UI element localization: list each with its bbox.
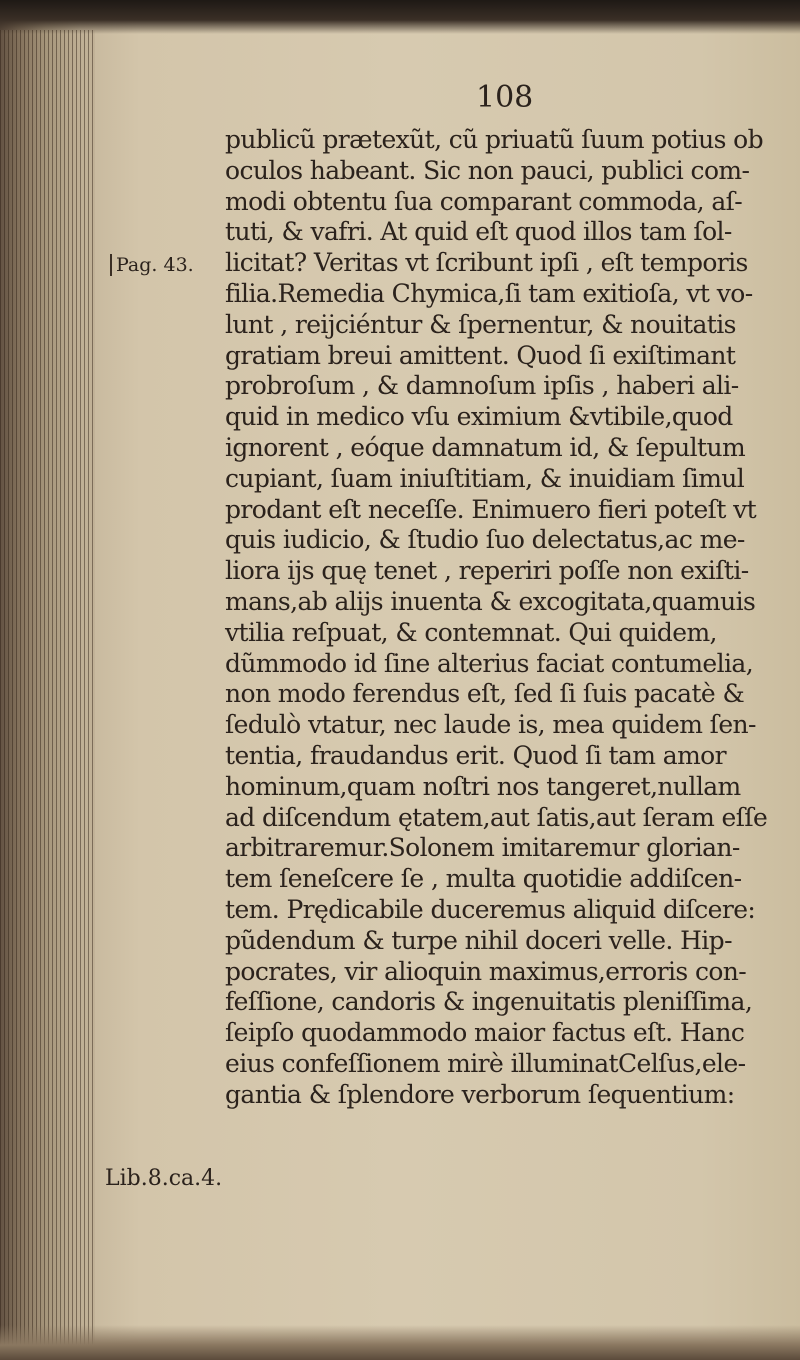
text-line: quis iudicio, & ſtudio ſuo delectatus,ac me- xyxy=(225,525,745,555)
text-line: modi obtentu ſua comparant commoda, aſ- xyxy=(225,186,743,216)
text-line: eius confeſſionem mirè illuminatCelſus,ele- xyxy=(225,1048,746,1078)
text-line: tuti, & vafri. At quid eſt quod illos tam ſol- xyxy=(225,217,732,247)
text-line: gantia & ſplendore verborum ſequentium: xyxy=(225,1079,735,1109)
text-line: dũmmodo id ſine alterius faciat contumelia, xyxy=(225,648,754,678)
margin-note-page-ref: Pag. 43. xyxy=(110,254,198,276)
text-line: probroſum , & damnoſum ipſis , haberi ali- xyxy=(225,371,739,401)
bottom-shadow xyxy=(0,1325,800,1360)
text-line: cupiant, ſuam iniuſtitiam, & inuidiam ſimul xyxy=(225,463,745,493)
text-line: ſeipſo quodammodo maior factus eſt. Hanc xyxy=(225,1018,745,1048)
text-line: gratiam breui amittent. Quod ſi exiſtimant xyxy=(225,340,736,370)
text-line: ignorent , eóque damnatum id, & ſepultum xyxy=(225,432,746,462)
text-line: licitat? Veritas vt ſcribunt ipſi , eſt temporis xyxy=(225,248,748,278)
text-line: tem ſeneſcere ſe , multa quotidie addiſcen- xyxy=(225,864,742,894)
text-line: prodant eſt neceſſe. Enimuero fieri poteſt vt xyxy=(225,494,757,524)
margin-note-book-ref: Lib.8.ca.4. xyxy=(105,1166,223,1191)
text-line: quid in medico vſu eximium &vtibile,quod xyxy=(225,402,733,432)
text-line: pũdendum & turpe nihil doceri velle. Hip- xyxy=(225,925,732,955)
page-edges xyxy=(0,30,95,1350)
text-line: publicũ prætexũt, cũ priuatũ ſuum potius ob xyxy=(225,125,764,154)
text-line: ad diſcendum ętatem,aut ſatis,aut ſeram eſſe xyxy=(225,802,768,832)
page-number: 108 xyxy=(476,80,534,115)
text-line: liora ijs quę tenet , reperiri poſſe non exiſti- xyxy=(225,556,749,586)
text-line: pocrates, vir alioquin maximus,erroris con- xyxy=(225,956,747,986)
body-text xyxy=(225,125,785,1111)
text-line: feſſione, candoris & ingenuitatis pleniſſima, xyxy=(225,987,753,1017)
text-line: mans,ab alijs inuenta & excogitata,quamuis xyxy=(225,586,756,616)
text-line: non modo ferendus eſt, ſed ſi ſuis pacatè & xyxy=(225,679,745,709)
text-line: ſedulò vtatur, nec laude is, mea quidem ſen- xyxy=(225,710,756,740)
text-line: hominum,quam noſtri nos tangeret,nullam xyxy=(225,771,741,801)
text-line: tentia, fraudandus erit. Quod ſi tam amor xyxy=(225,740,726,770)
text-line: oculos habeant. Sic non pauci, publici com- xyxy=(225,155,750,185)
top-shadow xyxy=(0,0,800,34)
text-line: lunt , reijciéntur & ſpernentur, & nouitatis xyxy=(225,309,736,339)
text-line: tem. Prędicabile duceremus aliquid diſcere: xyxy=(225,894,756,924)
text-line: filia.Remedia Chymica,ſi tam exitioſa, vt vo- xyxy=(225,278,753,308)
text-line: vtilia reſpuat, & contemnat. Qui quidem, xyxy=(225,617,717,647)
text-line: arbitraremur.Solonem imitaremur glorian- xyxy=(225,833,740,863)
